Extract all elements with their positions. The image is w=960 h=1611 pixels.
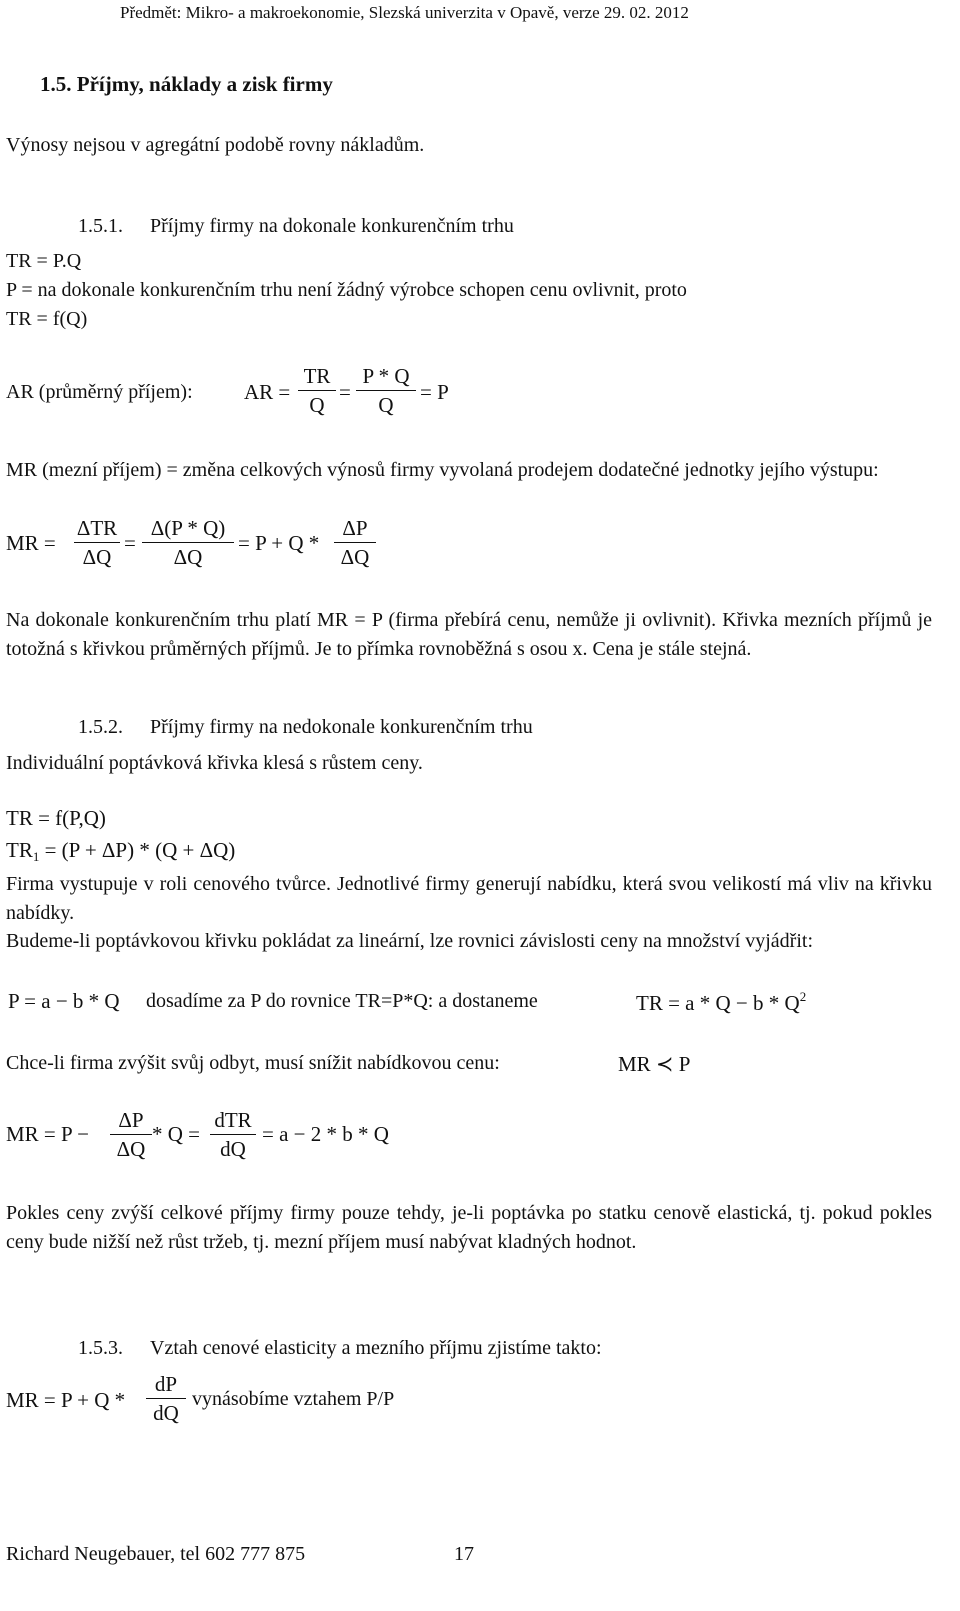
section-title: 1.5. Příjmy, náklady a zisk firmy: [40, 72, 333, 96]
mr3-f-den: dQ: [153, 1401, 179, 1425]
ar-rhs: = P: [420, 380, 449, 404]
output-increase-text: Chce-li firma zvýšit svůj odbyt, musí snížit nabídkovou cenu:: [6, 1052, 500, 1074]
linear-p-equation: P = a − b * Q: [8, 989, 120, 1013]
individual-demand-text: Individuální poptávková křivka klesá s růstem ceny.: [6, 752, 423, 774]
price-decrease-text: Pokles ceny zvýší celkové příjmy firmy pouze tehdy, je-li poptávka po statku cenově elastická, tj. pokud pokles ceny bude nižší než růst tržeb, tj. mezní příjem musí nabývat kladných hodnot.: [6, 1202, 932, 1253]
firm-text: Firma vystupuje v roli cenového tvůrce. Jednotlivé firmy generují nabídku, která svou velikostí má vliv na křivku nabídky.: [6, 873, 932, 924]
mr3-text: vynásobíme vztahem P/P: [192, 1388, 395, 1410]
mr2-f1-den: ΔQ: [116, 1137, 146, 1161]
mr1-mid: = P + Q *: [238, 531, 320, 555]
subsection-title: Vztah cenové elasticity a mezního příjmu zjistíme takto:: [150, 1337, 602, 1359]
mr2-f1-num: ΔP: [118, 1108, 144, 1132]
perfect-competition-text: Na dokonale konkurenčním trhu platí MR = P (firma přebírá cenu, nemůže ji ovlivnit). Křivka mezních příjmů je totožná s křivkou průměrných příjmů. Je to přímka rovnoběžná s osou x. Cena je stále stejná.: [6, 609, 932, 660]
mr1-fraction-1: [74, 514, 120, 571]
ar-f1-den: Q: [309, 393, 325, 417]
mr2-mid: * Q =: [152, 1122, 201, 1146]
ar-f2-num: P * Q: [362, 364, 410, 388]
mr2-rhs: = a − 2 * b * Q: [262, 1122, 389, 1146]
ar-lhs: AR =: [244, 380, 291, 404]
tr1-rhs: = (P + ΔP) * (Q + ΔQ): [44, 838, 236, 862]
subsection-number: 1.5.1.: [78, 215, 123, 237]
ar-fraction-2: [356, 362, 416, 419]
linear-tr-equation: [636, 989, 806, 1016]
linear-substitution-text: dosadíme za P do rovnice TR=P*Q: a dostaneme: [146, 990, 538, 1012]
mr2-fraction-1: [110, 1106, 152, 1163]
formula-tr-fq: TR = f(Q): [6, 308, 88, 330]
formula-tr-fpq: TR = f(P,Q): [6, 806, 106, 830]
formula-tr1: [6, 838, 235, 865]
tr1-lhs: TR: [6, 838, 33, 862]
mr3-fraction: [146, 1370, 186, 1427]
mr-description: MR (mezní příjem) = změna celkových výnosů firmy vyvolaná prodejem dodatečné jednotky jejího výstupu:: [6, 459, 879, 481]
ar-eq: =: [339, 380, 351, 404]
mr2-lhs: MR = P −: [6, 1122, 90, 1146]
mr1-f3-num: ΔP: [342, 516, 368, 540]
linear-text: Budeme-li poptávkovou křivku pokládat za lineární, lze rovnici závislosti ceny na množství vyjádřit:: [6, 930, 814, 952]
tr-exponent: 2: [799, 989, 807, 1004]
mr1-f2-den: ΔQ: [173, 545, 203, 569]
subsection-number: 1.5.2.: [78, 716, 123, 738]
mr1-f1-num: ΔTR: [76, 516, 118, 540]
mr1-f1-den: ΔQ: [82, 545, 112, 569]
mr-less-than-p: MR ≺ P: [618, 1052, 691, 1076]
mr3-lhs: MR = P + Q *: [6, 1388, 126, 1412]
mr2-f2-den: dQ: [220, 1137, 246, 1161]
page-header: Předmět: Mikro- a makroekonomie, Slezská univerzita v Opavě, verze 29. 02. 2012: [120, 3, 689, 22]
tr-equation-body: TR = a * Q − b * Q: [636, 991, 800, 1015]
ar-f1-num: TR: [303, 364, 331, 388]
mr1-f2-num: Δ(P * Q): [150, 516, 226, 540]
subsection-title: Příjmy firmy na nedokonale konkurenčním trhu: [150, 716, 533, 738]
footer-author: Richard Neugebauer, tel 602 777 875: [6, 1543, 306, 1565]
tr1-subscript: 1: [32, 849, 40, 864]
ar-label: AR (průměrný příjem):: [6, 381, 193, 403]
intro-text: Výnosy nejsou v agregátní podobě rovny nákladům.: [6, 134, 425, 156]
page-number: 17: [454, 1543, 474, 1565]
mr1-fraction-3: [334, 514, 376, 571]
formula-tr-pq: TR = P.Q: [6, 250, 82, 272]
mr3-f-num: dP: [154, 1372, 178, 1396]
mr1-lhs: MR =: [6, 531, 56, 555]
ar-fraction-1: [298, 362, 336, 419]
mr1-fraction-2: [142, 514, 234, 571]
ar-f2-den: Q: [378, 393, 394, 417]
mr2-fraction-2: [210, 1106, 256, 1163]
subsection-title: Příjmy firmy na dokonale konkurenčním trhu: [150, 215, 514, 237]
mr1-eq: =: [124, 531, 136, 555]
price-text: P = na dokonale konkurenčním trhu není žádný výrobce schopen cenu ovlivnit, proto: [6, 279, 687, 301]
mr1-f3-den: ΔQ: [340, 545, 370, 569]
mr2-f2-num: dTR: [214, 1108, 252, 1132]
subsection-number: 1.5.3.: [78, 1337, 123, 1359]
